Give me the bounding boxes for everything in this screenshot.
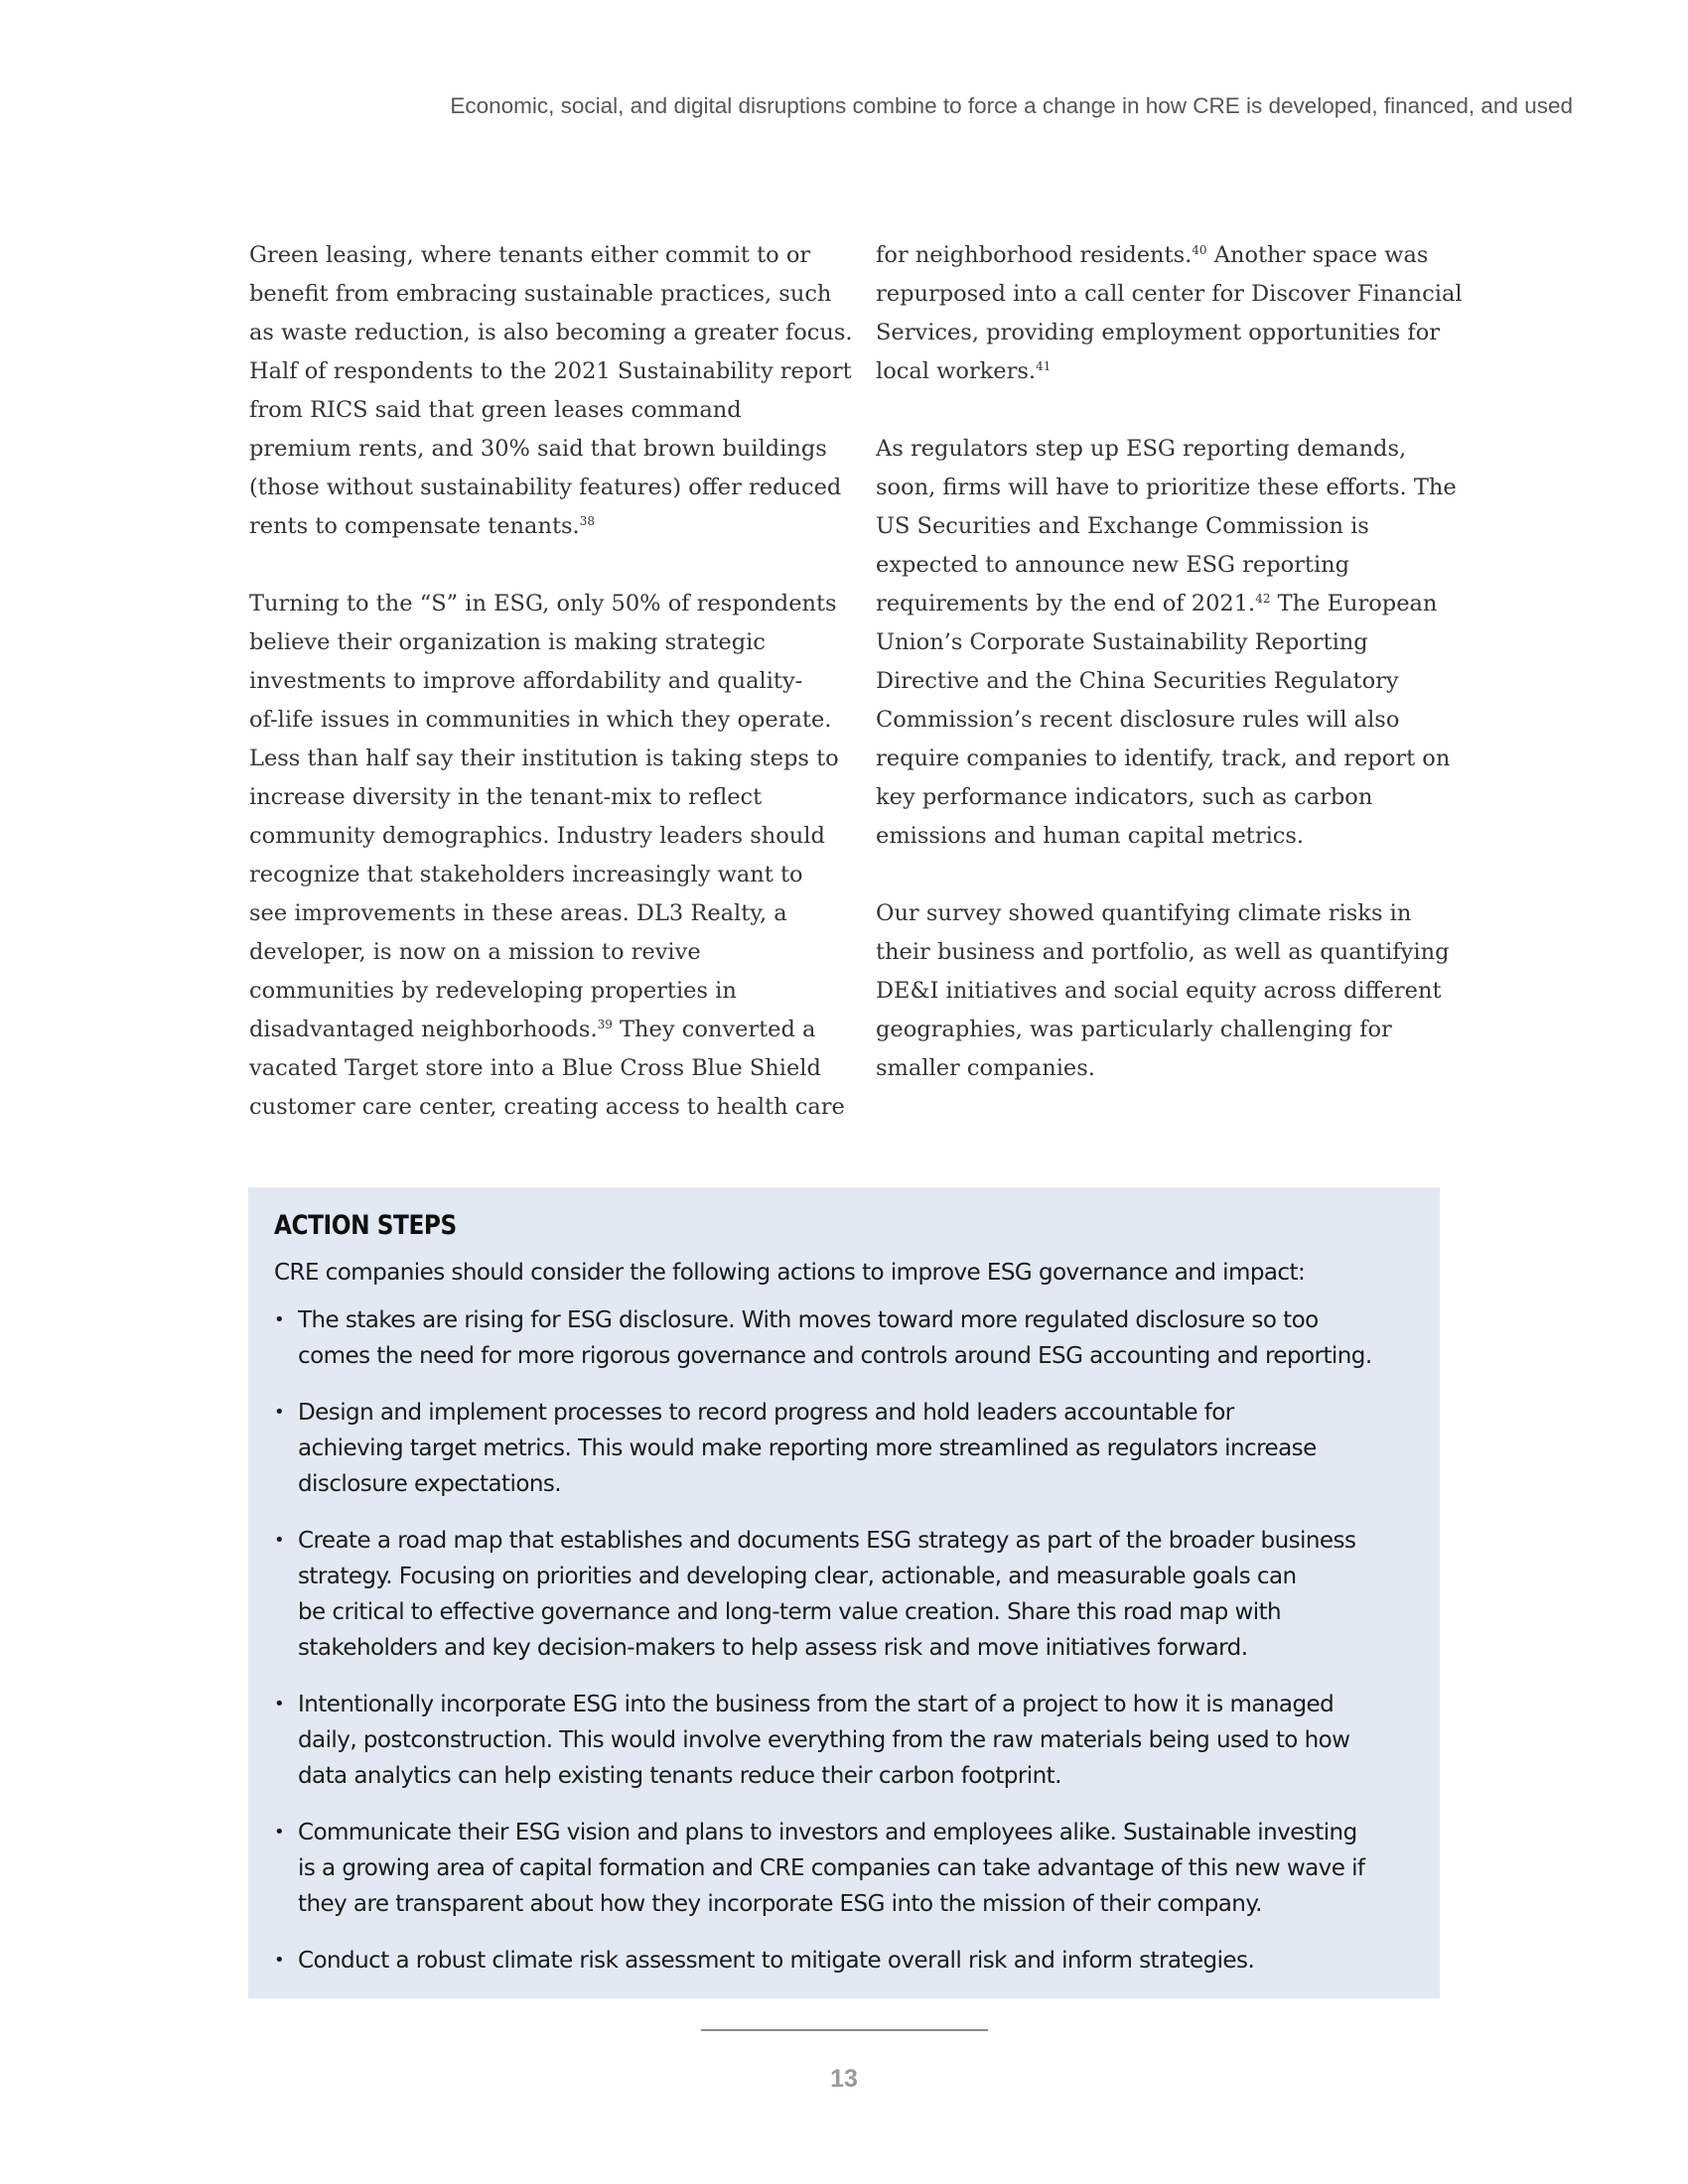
footnote-ref-40: 40 — [1192, 243, 1207, 257]
action-step-item: • Conduct a robust climate risk assessment to mitigate overall risk and inform strategies. — [274, 1943, 1414, 1979]
page-number: 13 — [830, 2065, 858, 2093]
paragraph-repurposing: for neighborhood residents.$^{40}$ Another space was repurposed into a call center for Discover Financial Services, providing employment opportunities for local workers.$^{41}$ — [876, 242, 1463, 384]
footnote-ref-41: 41 — [1036, 359, 1052, 373]
footer-divider — [701, 2029, 988, 2031]
paragraph-regulators: As regulators step up ESG reporting demands, soon, firms will have to prioritize these efforts. The US Securities and Exchange Commission is expected to announce new ESG reporting requirements by the end of 2021.42 The European Union’s Corporate Sustainability Reporting Directive and the China Securities Regulatory Commission’s recent disclosure rules will also require companies to identify, track, and report on key performance indicators, such as carbon emissions and human capital metrics. — [876, 436, 1457, 849]
footnote-ref-38: 38 — [579, 514, 595, 528]
action-step-item: • The stakes are rising for ESG disclosure. With moves toward more regulated disclosure so too comes the need for more rigorous governance and controls around ESG accounting and reporting. — [274, 1302, 1414, 1374]
action-step-item: • Communicate their ESG vision and plans to investors and employees alike. Sustainable investing is a growing area of capital formation and CRE companies can take advantage of this new wave if they are transparent about how they incorporate ESG into the mission of their company. — [274, 1815, 1414, 1922]
body-column-right — [876, 236, 1462, 1088]
paragraph-survey: Our survey showed quantifying climate risks in their business and portfolio, as well as quantifying DE&I initiatives and social equity across different geographies, was particularly challenging for smaller companies. — [876, 900, 1450, 1081]
paragraph-social-esg: Turning to the “S” in ESG, only 50% of respondents believe their organization is making strategic investments to improve affordability and quality- of-life issues in communities in which they operate. Less than half say their institution is taking steps to increase diversity in the tenant-mix to reflect community demographics. Industry leaders should recognize that stakeholders increasingly want to see improvements in these areas. DL3 Realty, a developer, is now on a mission to revive communities by redeveloping properties in disadvantaged neighborhoods.$^{39}$ They converted a vacated Target store into a Blue Cross Blue Shield customer care center, creating access to health care — [249, 591, 845, 1120]
body-column-left — [249, 236, 853, 1127]
footnote-ref-42: 42 — [1255, 592, 1271, 606]
action-steps-title: ACTION STEPS — [274, 1210, 457, 1241]
action-steps-box — [248, 1187, 1440, 1998]
action-step-item: • Create a road map that establishes and documents ESG strategy as part of the broader business strategy. Focusing on priorities and developing clear, actionable, and measurable goals can be critical to effective governance and long-term value creation. Share this road map with stakeholders and key decision-makers to help assess risk and move initiatives forward. — [274, 1523, 1414, 1666]
running-header: Economic, social, and digital disruptions combine to force a change in how CRE is developed, financed, and used — [450, 93, 1573, 118]
action-steps-list — [274, 1302, 1414, 1979]
action-steps-intro: CRE companies should consider the following actions to improve ESG governance and impact: — [274, 1260, 1306, 1286]
action-step-item: • Intentionally incorporate ESG into the business from the start of a project to how it is managed daily, postconstruction. This would involve everything from the raw materials being used to how data analytics can help existing tenants reduce their carbon footprint. — [274, 1687, 1414, 1794]
paragraph-green-leasing: Green leasing, where tenants either commit to or benefit from embracing sustainable practices, such as waste reduction, is also becoming a greater focus. Half of respondents to the 2021 Sustainability report from RICS said that green leases command premium rents, and 30% said that brown buildings (those without sustainability features) offer reduced rents to compensate tenants.$^{38}$ — [249, 242, 853, 539]
action-step-item: • Design and implement processes to record progress and hold leaders accountable for achieving target metrics. This would make reporting more streamlined as regulators increase disclosure expectations. — [274, 1395, 1414, 1502]
footnote-ref-39: 39 — [597, 1018, 613, 1031]
